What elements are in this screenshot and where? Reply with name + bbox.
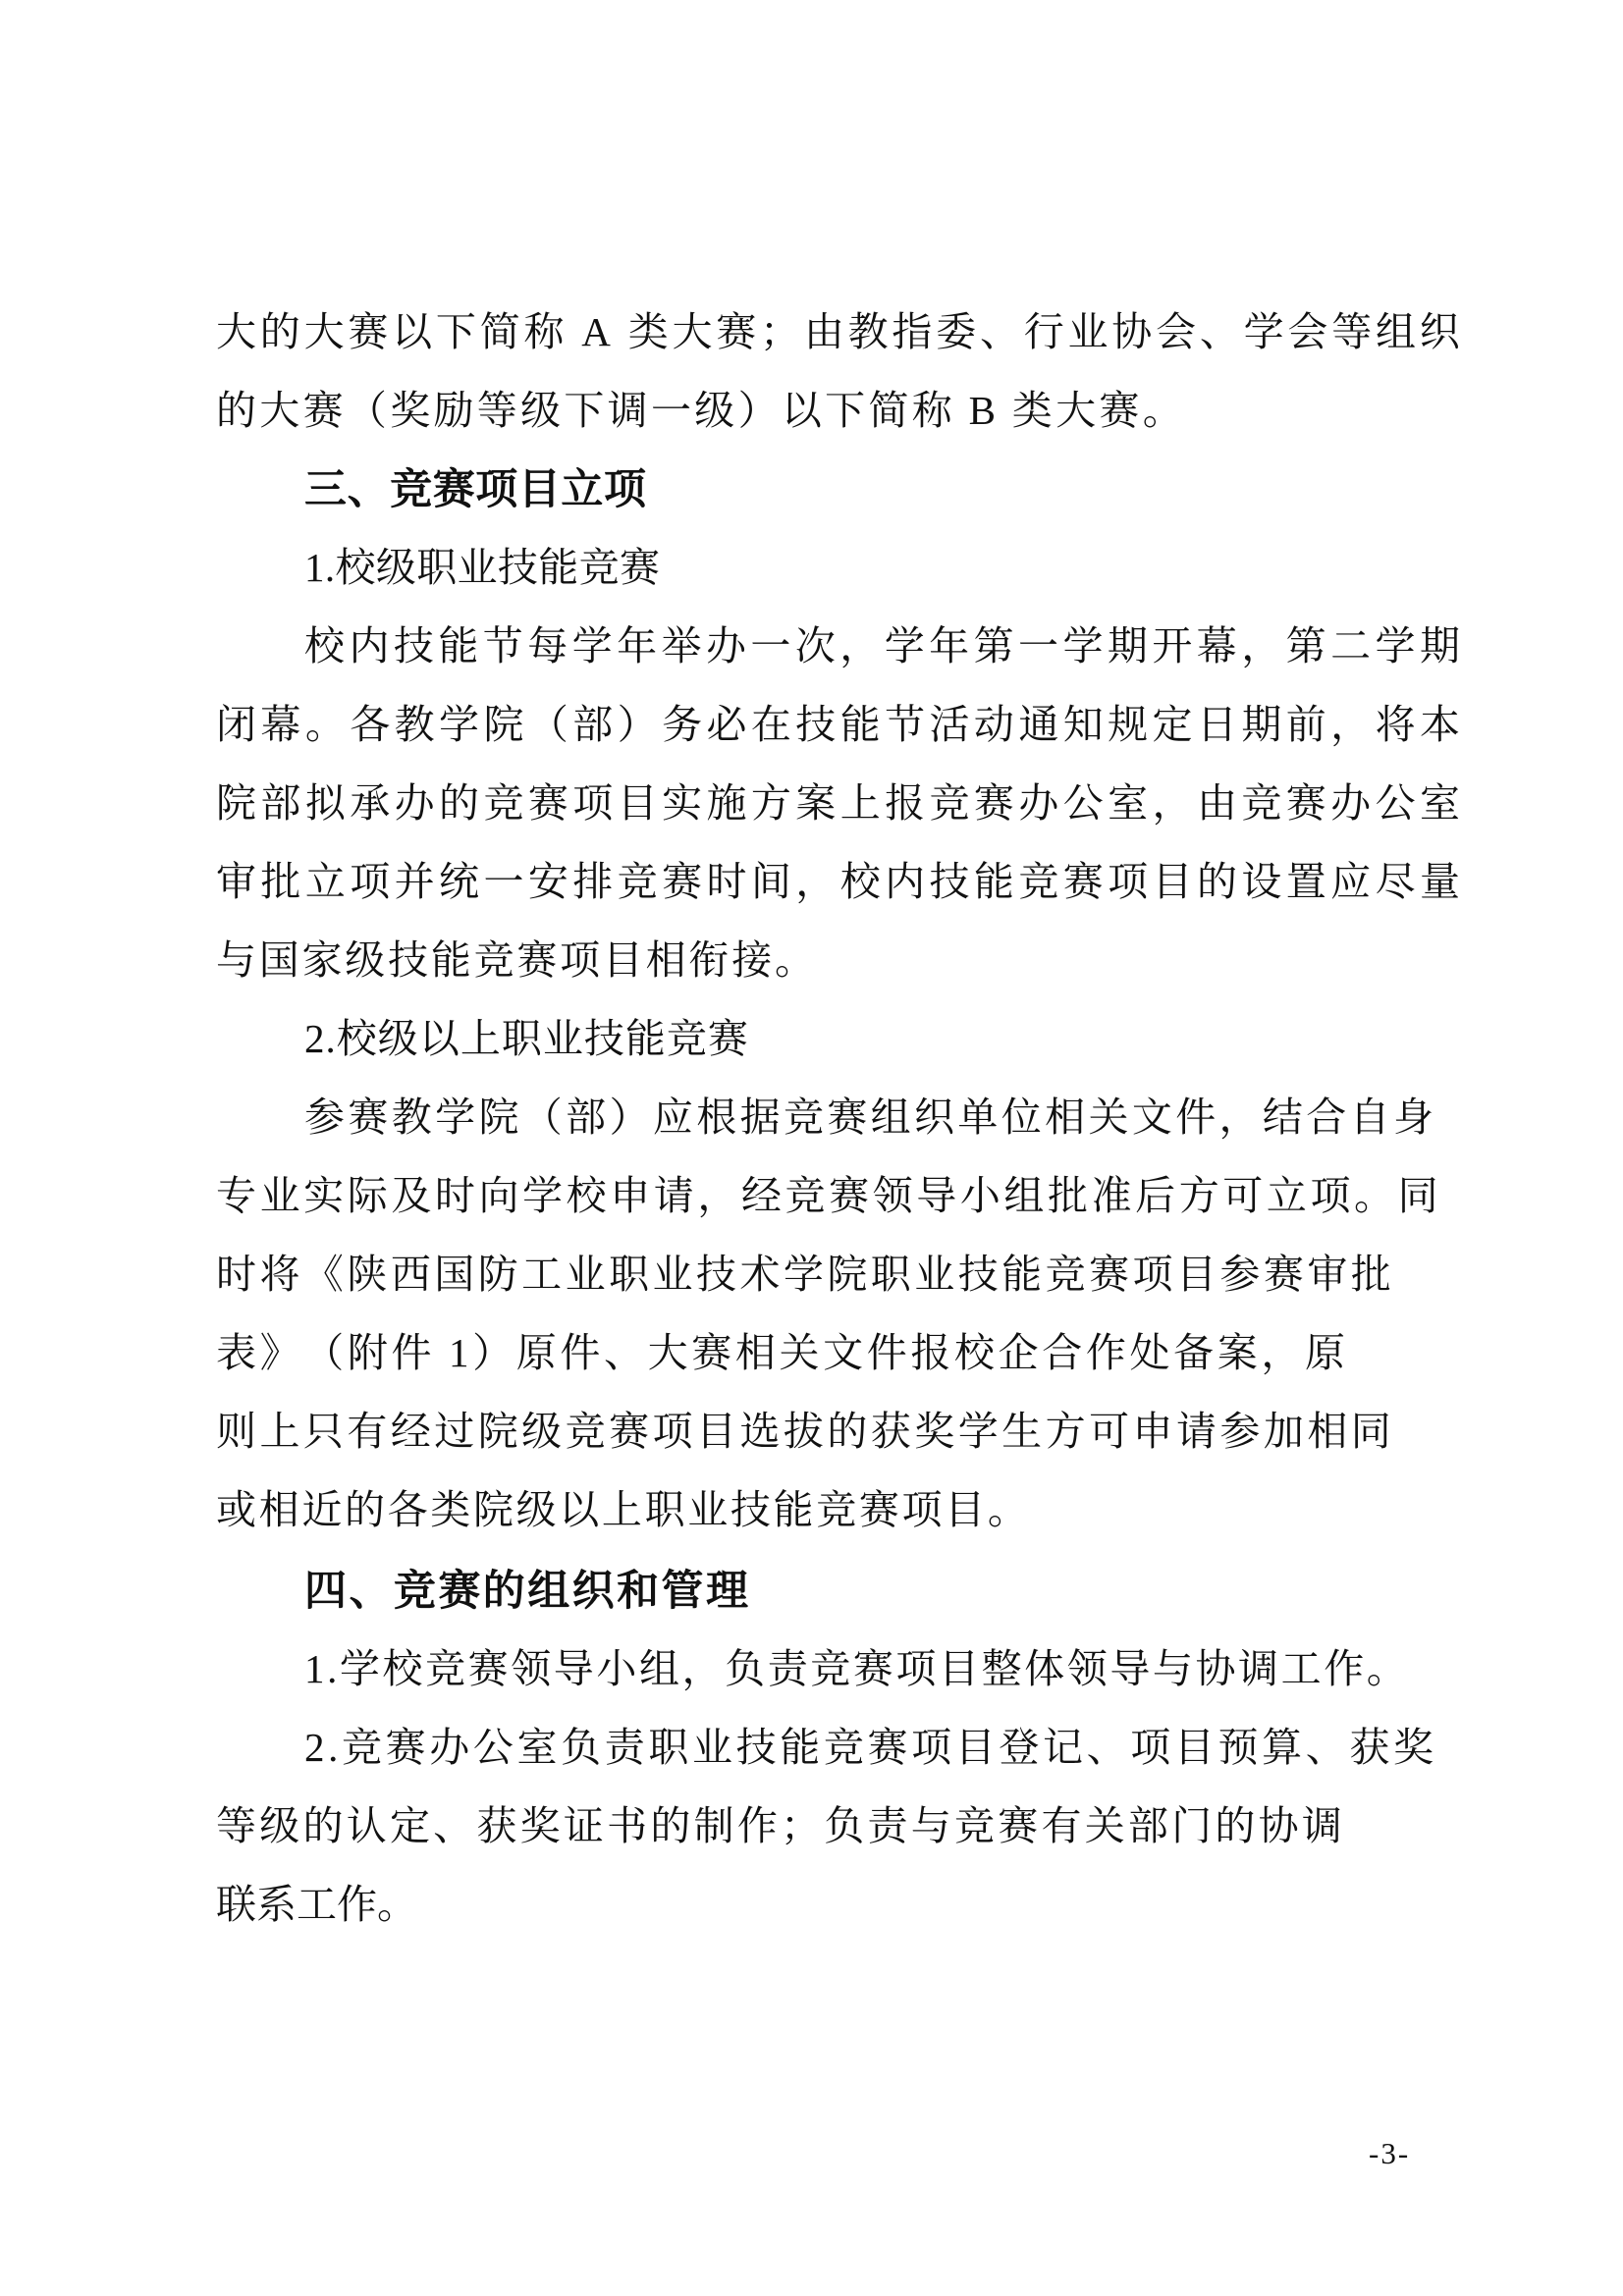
- text-line: 审 批 立 项 并 统 一 安 排 竞 赛 时 间 ， 校 内 技 能 竞 赛 项 目 的 设 置 应 尽 量: [216, 859, 1460, 904]
- text-line: 2 . 竞 赛 办 公 室 负 责 职 业 技 能 竞 赛 项 目 登 记 、 项 目 预 算 、 获 奖: [304, 1725, 1434, 1770]
- text-line: 则 上 只 有 经 过 院 级 竞 赛 项 目 选 拔 的 获 奖 学 生 方 可 申 请 参 加 相 同: [216, 1409, 1391, 1454]
- section-heading: 四 、 竞 赛 的 组 织 和 管 理: [304, 1568, 748, 1615]
- text-line: 表 》 （ 附 件 1 ） 原 件 、 大 赛 相 关 文 件 报 校 企 合 作 处 备 案 ， 原: [216, 1330, 1345, 1375]
- text-line: 参 赛 教 学 院 （ 部 ） 应 根 据 竞 赛 组 织 单 位 相 关 文 件 ， 结 合 自 身: [304, 1095, 1434, 1140]
- text-line: 2 . 校 级 以 上 职 业 技 能 竞 赛: [304, 1016, 748, 1061]
- text-line: 等 级 的 认 定 、 获 奖 证 书 的 制 作 ； 负 责 与 竞 赛 有 关 部 门 的 协 调: [216, 1803, 1342, 1848]
- text-line: 与 国 家 级 技 能 竞 赛 项 目 相 衔 接 。: [216, 937, 815, 983]
- page-number: -3-: [1369, 2136, 1411, 2170]
- text-line: 专 业 实 际 及 时 向 学 校 申 请 ， 经 竞 赛 领 导 小 组 批 准 后 方 可 立 项 。 同: [216, 1173, 1438, 1218]
- text-line: 大 的 大 赛 以 下 简 称 A 类 大 赛 ； 由 教 指 委 、 行 业 协 会 、 学 会 等 组 织: [216, 309, 1460, 354]
- text-line: 或 相 近 的 各 类 院 级 以 上 职 业 技 能 竞 赛 项 目 。: [216, 1487, 1028, 1532]
- text-line: 校 内 技 能 节 每 学 年 举 办 一 次 ， 学 年 第 一 学 期 开 幕 ， 第 二 学 期: [304, 623, 1460, 668]
- text-line: 的 大 赛 （ 奖 励 等 级 下 调 一 级 ） 以 下 简 称 B 类 大 赛 。: [216, 388, 1183, 433]
- text-line: 1 . 学 校 竞 赛 领 导 小 组 ， 负 责 竞 赛 项 目 整 体 领 导 与 协 调 工 作 。: [304, 1646, 1407, 1691]
- text-line: 联 系 工 作 。: [216, 1882, 417, 1927]
- text-line: 1 . 校 级 职 业 技 能 竞 赛: [304, 545, 660, 590]
- text-line: 时 将 《 陕 西 国 防 工 业 职 业 技 术 学 院 职 业 技 能 竞 赛 项 目 参 赛 审 批: [216, 1252, 1391, 1297]
- section-heading: 三 、 竞 赛 项 目 立 项: [304, 466, 646, 513]
- text-line: 闭 幕 。 各 教 学 院 （ 部 ） 务 必 在 技 能 节 活 动 通 知 规 定 日 期 前 ， 将 本: [216, 702, 1460, 747]
- text-line: 院 部 拟 承 办 的 竞 赛 项 目 实 施 方 案 上 报 竞 赛 办 公 室 ， 由 竞 赛 办 公 室: [216, 780, 1460, 826]
